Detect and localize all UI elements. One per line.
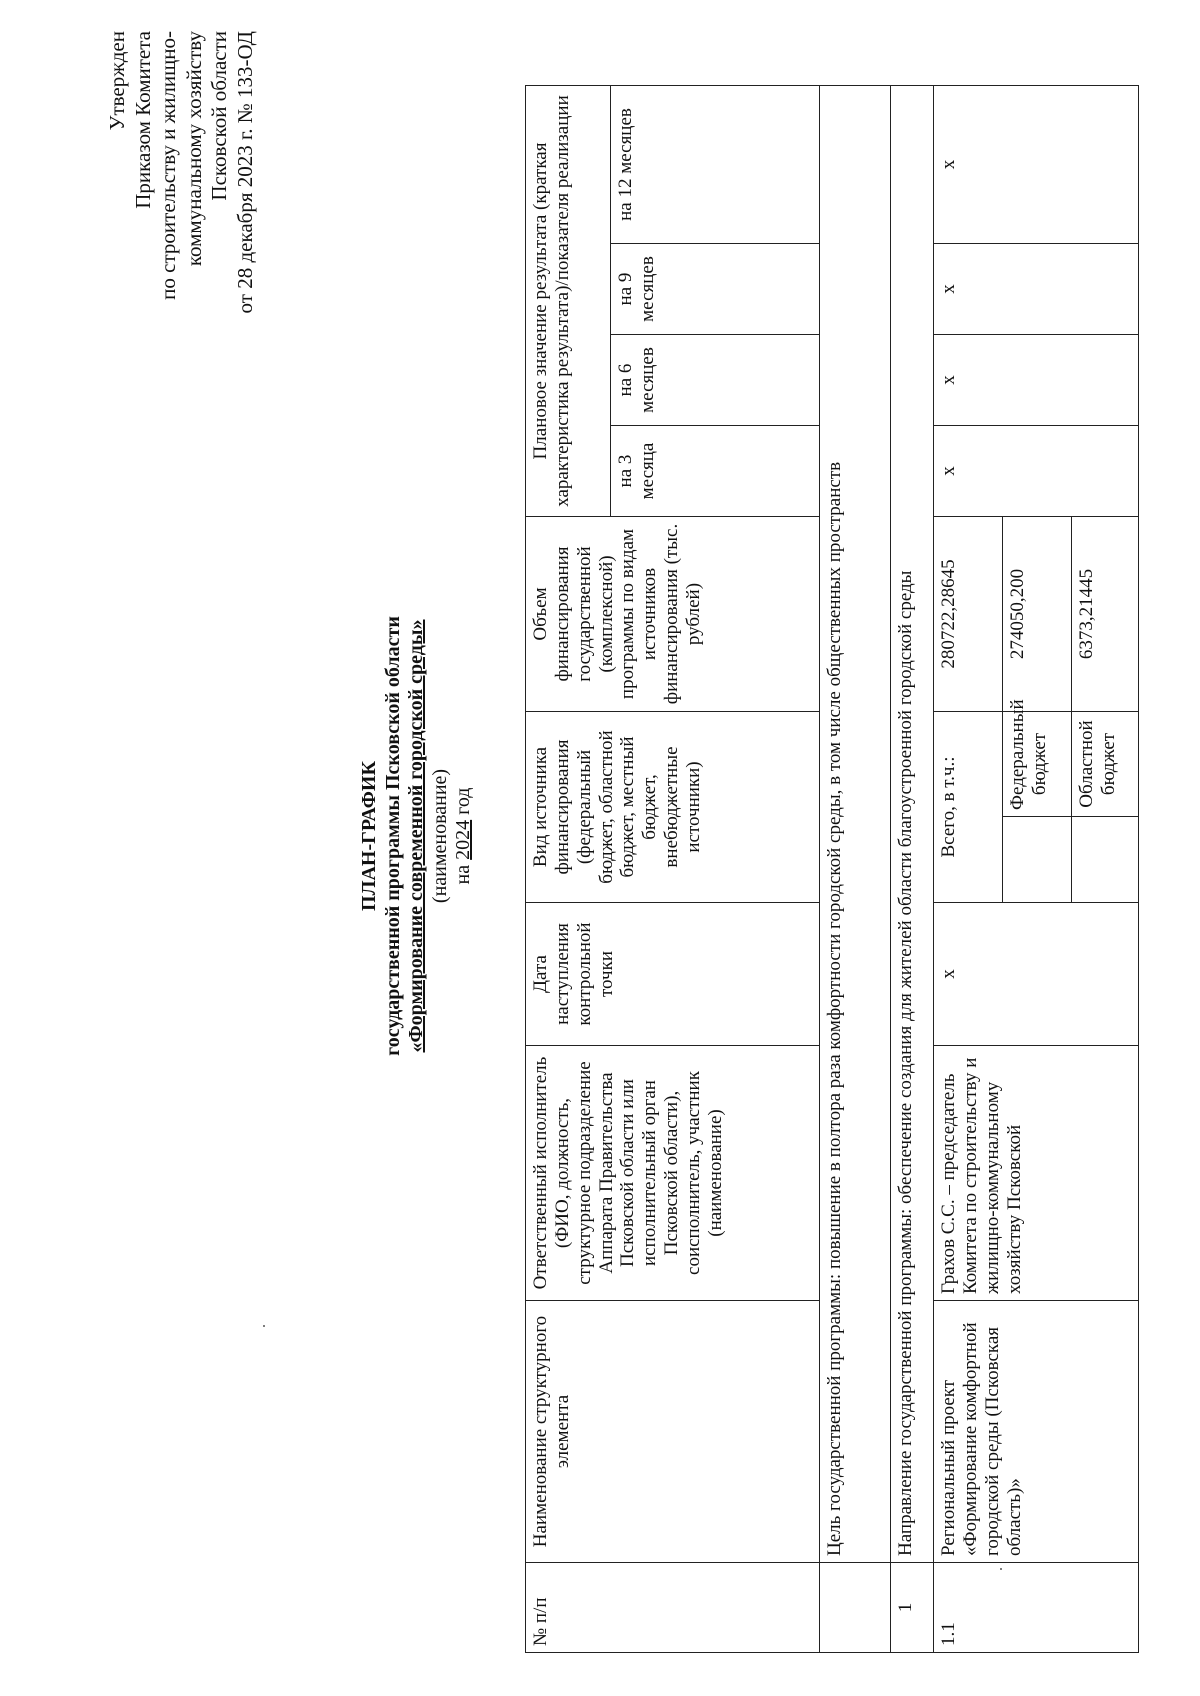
row-num: 1.1 [934, 1563, 1139, 1653]
header-date: Дата наступления контрольной точки [526, 903, 820, 1046]
approval-line: Псковской области [207, 31, 232, 201]
header-planned: Плановое значение результата (краткая характеристика результата)/показателя реализации [526, 85, 611, 516]
approval-line: Приказом Комитета [130, 31, 155, 209]
title-block [358, 486, 476, 1186]
row-regional-value: 6373,21445 [1072, 517, 1139, 712]
header-source: Вид источника финансирования (федеральный бюджет, областной бюджет, местный бюджет, внебюджетные источники) [526, 712, 820, 903]
approval-line: по строительству и жилищно- [156, 31, 181, 300]
goal-empty-cell [820, 1563, 891, 1653]
header-m3: на 3 месяца [611, 426, 820, 517]
document-subtitle: государственной программы Псковской области [381, 616, 404, 1056]
header-m9: на 9 месяцев [611, 244, 820, 335]
direction-row [891, 85, 934, 1652]
goal-text: Цель государственной программы: повышение в полтора раза комфортности городской среды, в том числе общественных пространств [820, 85, 891, 1562]
header-responsible: Ответственный исполнитель (ФИО, должность, структурное подразделение Аппарата Правительства Псковской области или исполнительный орган Псковской области), соисполнитель, участник (наименование) [526, 1046, 820, 1301]
year-line [452, 486, 476, 1186]
goal-row [820, 85, 891, 1652]
row-m6: х [934, 335, 1139, 426]
row-total-label: Всего, в т.ч.: [934, 712, 1003, 903]
document-title: ПЛАН-ГРАФИК [358, 761, 380, 911]
row-spacer-cell [1072, 817, 1139, 903]
table-header-row [526, 85, 611, 1652]
row-m9: х [934, 244, 1139, 335]
name-note: (наименование) [428, 768, 451, 904]
year-value: 2024 [452, 819, 475, 860]
approval-line: от 28 декабря 2023 г. № 133-ОД [233, 31, 258, 314]
program-name: «Формирование современной городской среды» [405, 619, 428, 1053]
row-federal-label: Федеральный бюджет [1003, 712, 1072, 817]
header-element: Наименование структурного элемента [526, 1301, 820, 1563]
row-regional-label: Областной бюджет [1072, 712, 1139, 817]
row-spacer-cell [1003, 817, 1072, 903]
plan-schedule-table [525, 85, 1139, 1653]
header-volume: Объем финансирования государственной (комплексной) программы по видам источников финансирования (тыс. рублей) [526, 517, 820, 712]
header-num: № п/п [526, 1563, 820, 1653]
direction-text: Направление государственной программы: обеспечение создания для жителей области благоустроенной городской среды [891, 85, 934, 1562]
year-suffix: год [452, 787, 475, 820]
row-total-value: 280722,28645 [934, 517, 1003, 712]
approval-stamp [105, 31, 259, 431]
scan-speck [1000, 1568, 1002, 1570]
row-responsible: Грахов С.С. – председатель Комитета по строительству и жилищно-коммунальному хозяйству Псковской [934, 1046, 1139, 1301]
row-element: Региональный проект «Формирование комфортной городской среды (Псковская область)» [934, 1301, 1139, 1563]
header-m12: на 12 месяцев [611, 85, 820, 243]
row-m3: х [934, 426, 1139, 517]
row-m12: х [934, 85, 1139, 243]
table-row [934, 85, 1003, 1652]
row-federal-value: 274050,200 [1003, 517, 1072, 712]
header-m6: на 6 месяцев [611, 335, 820, 426]
approval-line: Утвержден [105, 31, 129, 131]
row-date: х [934, 903, 1139, 1046]
direction-num: 1 [891, 1563, 934, 1653]
year-prefix: на [452, 859, 475, 885]
approval-line: коммунальному хозяйству [181, 31, 206, 267]
scan-speck [263, 1325, 265, 1327]
